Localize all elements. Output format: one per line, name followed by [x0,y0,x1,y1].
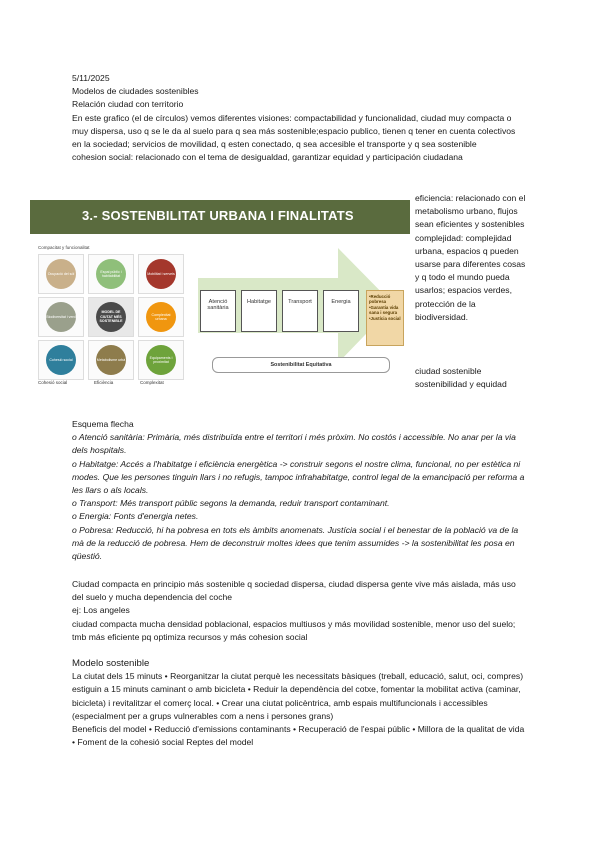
figure-title: 3.- SOSTENBILITAT URBANA I FINALITATS [82,208,354,223]
compacta-p2: ej: Los angeles [72,605,130,616]
grid-circle: Cohesió social [46,345,76,375]
esquema-item: o Habitatge: Accés a l'habitatge i eficiència energètica -> construir segons el nostre clima, funcional, no per estètica ni modes. Que les persones tinguin llars i no refugis, tampoc infrahabitatge, control legal de la emancipació per reforma a les llars o als locals. [72,458,525,496]
flow-box: Atenció sanitària [200,290,236,332]
modelo-p2: Beneficis del model • Reducció d'emissions contaminants • Recuperació de l'espai públic • Millora de la qualitat de vida • Foment de la cohesió social Reptes del model [72,724,525,748]
compacta-p3: ciudad compacta mucha densidad poblacional, espacios multiusos y más movilidad sostenible, menor uso del suelo; tmb más eficiente pq optimiza recursos y más cohesion social [72,618,516,642]
grid-circle: Mobilitat i serveis [146,259,176,289]
eficiencia-note: eficiencia: relacionado con el metabolismo urbano, flujos sean eficientes y sostenibles [415,193,526,230]
flow-box: Energia [323,290,359,332]
right-notes [415,192,527,324]
esquema-heading: Esquema flecha [72,419,134,429]
modelo-p1: La ciutat dels 15 minuts • Reorganitzar la ciutat perquè les necessitats bàsiques (treball, educació, salut, oci, compres) estiguin a 15 minuts caminant o amb bicicleta • Reduir la dependència del cotxe, fomentar la mobilitat activa (caminar, bicicleta) i revitalitzar el comerç local. • Crear una ciutat policèntrica, amb espais multifuncionals i accessibles (especialment per a grups vulnerables com a nens i persones grans) [72,671,524,721]
grid-circle: Ocupació del sòl [46,259,76,289]
compacta-section [72,578,527,644]
grid-label: Cohesió social [38,380,68,385]
circle-grid [38,254,184,380]
modelo-section [72,657,527,749]
right-notes-2 [415,365,527,391]
complejidad-note: complejidad: complejidad urbana, espacios q pueden usarse para diferentes cosas y q todo el mundo pueda usarlos; espacios verdes, protección de la biodiversidad. [415,232,526,322]
doc-title: Modelos de ciudades sostenibles [72,86,199,97]
grid-circle: Complexitat urbana [146,302,176,332]
equity-bar: Sostenibilitat Equitativa [212,357,390,373]
flow-box: Habitatge [241,290,277,332]
grid-circle: Biodiversitat i verd [46,302,76,332]
esquema-item: o Energia: Fonts d'energia netes. [72,511,199,522]
equidad-note: sostenibilidad y equidad [415,379,507,390]
esquema-item: o Transport: Més transport públic segons la demanda, reduir transport contaminant. [72,498,390,509]
grid-circle: Espai públic i habitabilitat [96,259,126,289]
grid-circle: Metabolisme urbà [96,345,126,375]
modelo-heading: Modelo sostenible [72,658,150,669]
ciudad-sostenible-note: ciudad sostenible [415,366,482,376]
grid-label: Complexitat [140,380,164,385]
intro-section [72,72,527,164]
outcome-box: •Reducció pobresa •Garantia vida sana i segura •Justícia social [366,290,404,346]
esquema-item: o Atenció sanitària: Primària, més distribuïda entre el territori i més pròxim. No costós i accessible. No anar per la via dels hospitals. [72,432,516,456]
figure-header [30,200,410,234]
compacta-p1: Ciudad compacta en principio más sostenible q sociedad dispersa, ciudad dispersa gente vive más aislada, más uso del suelo y mucha dependencia del coche [72,579,516,603]
grid-subtitle: Compacitat y funcionalitat [38,245,90,250]
sustainability-figure [30,200,410,390]
esquema-section [72,418,527,563]
esquema-item: o Pobresa: Reducció, hi ha pobresa en tots els àmbits anomenats. Justícia social i el benestar de la població va de la mà de la reducció de pobresa. Hem de deconstruir moltes idees que tenim assumides -> la sostenibilitat les posa en qüestió. [72,524,519,562]
grid-center: MODEL DE CIUTAT MÉS SOSTENIBLE [96,302,126,332]
cohesion-paragraph: cohesion social: relacionado con el tema de desigualdad, garantizar equidad y participación ciudadana [72,152,463,163]
grid-label: Eficiència [94,380,114,385]
intro-paragraph: En este grafico (el de círculos) vemos diferentes visiones: compactabilidad y funcionalidad, ciudad muy compacta o muy dispersa, uso q se le da al suelo para q sea más sostenible;espacio publico, tienen q tener en cuenta colectivos en la sociedad; servicios de movilidad, q esten conectado, q sea accesible el transporte y q sea sostenible [72,112,516,150]
grid-circle: Equipaments i proximitat [146,345,176,375]
date: 5/11/2025 [72,73,110,83]
section-subtitle: Relación ciudad con territorio [72,99,184,110]
flow-box: Transport [282,290,318,332]
